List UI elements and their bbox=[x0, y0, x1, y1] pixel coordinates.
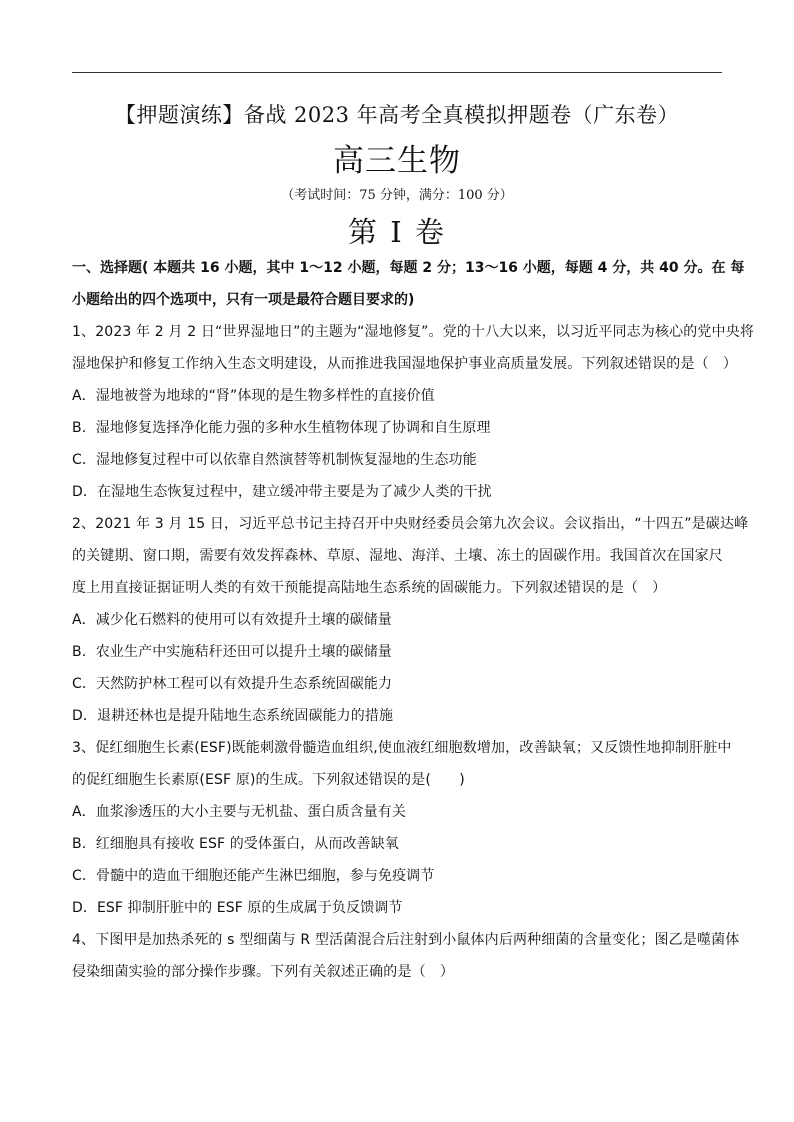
question-3-option-a: A．血浆渗透压的大小主要与无机盐、蛋白质含量有关 bbox=[72, 804, 406, 820]
question-2-option-d: D．退耕还林也是提升陆地生态系统固碳能力的措施 bbox=[72, 708, 394, 724]
question-2-stem-line-2: 的关键期、窗口期，需要有效发挥森林、草原、湿地、海洋、土壤、冻土的固碳作用。我国首次在国家尺 bbox=[72, 548, 723, 564]
question-1-stem-line-2: 湿地保护和修复工作纳入生态文明建设，从而推进我国湿地保护事业高质量发展。下列叙述错误的是（ ） bbox=[72, 356, 738, 372]
question-3-option-d: D．ESF 抑制肝脏中的 ESF 原的生成属于负反馈调节 bbox=[72, 900, 403, 916]
question-2-option-b: B．农业生产中实施秸秆还田可以提升土壤的碳储量 bbox=[72, 644, 392, 660]
section-instructions-line-2: 小题给出的四个选项中，只有一项是最符合题目要求的) bbox=[72, 292, 415, 308]
question-2-stem-line-1: 2、2021 年 3 月 15 日，习近平总书记主持召开中央财经委员会第九次会议。会议指出，“十四五”是碳达峰 bbox=[72, 516, 749, 532]
question-1-option-c: C．湿地修复过程中可以依靠自然演替等机制恢复湿地的生态功能 bbox=[72, 452, 477, 468]
question-3-stem-line-1: 3、促红细胞生长素(ESF)既能刺激骨髓造血组织,使血液红细胞数增加，改善缺氧；又反馈性地抑制肝脏中 bbox=[72, 740, 732, 756]
question-1-option-b: B．湿地修复选择净化能力强的多种水生植物体现了协调和自生原理 bbox=[72, 420, 491, 436]
question-1-option-a: A．湿地被誉为地球的“肾”体现的是生物多样性的直接价值 bbox=[72, 388, 435, 404]
section-instructions-line-1: 一、选择题( 本题共 16 小题，其中 1～12 小题，每题 2 分；13～16 小题，每题 4 分，共 40 分。在 每 bbox=[72, 260, 745, 276]
header-rule bbox=[72, 72, 722, 73]
exam-title: 【押题演练】备战 2023 年高考全真模拟押题卷（广东卷） bbox=[114, 103, 680, 127]
exam-info: （考试时间：75 分钟，满分：100 分） bbox=[281, 188, 513, 203]
volume-heading: 第 I 卷 bbox=[348, 215, 446, 249]
subject-heading: 高三生物 bbox=[333, 143, 461, 179]
question-1-option-d: D．在湿地生态恢复过程中，建立缓冲带主要是为了减少人类的干扰 bbox=[72, 484, 492, 500]
question-2-stem-line-3: 度上用直接证据证明人类的有效干预能提高陆地生态系统的固碳能力。下列叙述错误的是（ ） bbox=[72, 580, 667, 596]
question-2-option-a: A．减少化石燃料的使用可以有效提升土壤的碳储量 bbox=[72, 612, 392, 628]
question-4-stem-line-1: 4、下图甲是加热杀死的 s 型细菌与 R 型活菌混合后注射到小鼠体内后两种细菌的含量变化；图乙是噬菌体 bbox=[72, 932, 740, 948]
question-3-option-b: B．红细胞具有接收 ESF 的受体蛋白，从而改善缺氧 bbox=[72, 836, 399, 852]
question-3-option-c: C．骨髓中的造血干细胞还能产生淋巴细胞，参与免疫调节 bbox=[72, 868, 435, 884]
question-1-stem-line-1: 1、2023 年 2 月 2 日“世界湿地日”的主题为“湿地修复”。党的十八大以来，以习近平同志为核心的党中央将 bbox=[72, 324, 755, 340]
question-4-stem-line-2: 侵染细菌实验的部分操作步骤。下列有关叙述正确的是（ ） bbox=[72, 964, 455, 980]
question-2-option-c: C．天然防护林工程可以有效提升生态系统固碳能力 bbox=[72, 676, 393, 692]
question-3-stem-line-2: 的促红细胞生长素原(ESF 原)的生成。下列叙述错误的是( ) bbox=[72, 772, 465, 788]
